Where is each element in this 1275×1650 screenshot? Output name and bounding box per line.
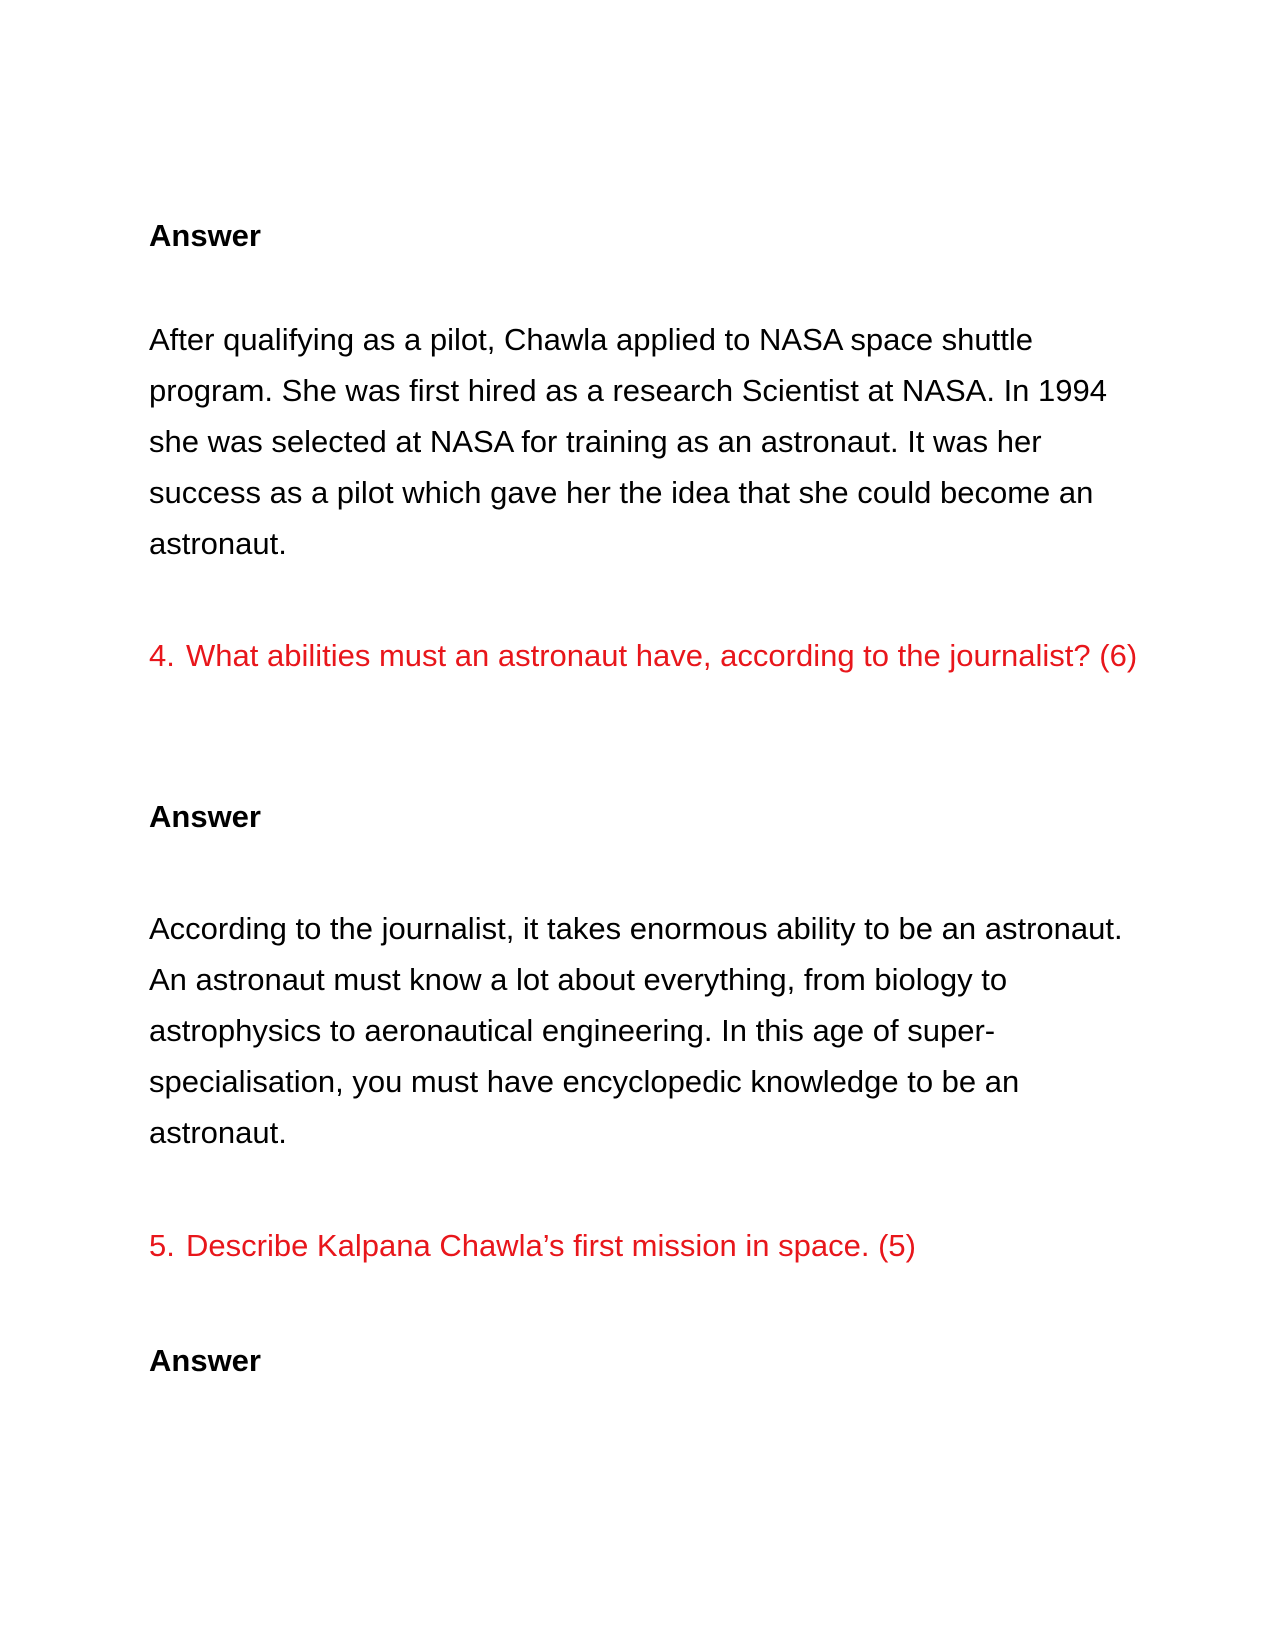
answer-heading: Answer	[149, 1343, 261, 1378]
question-number: 4.	[149, 638, 175, 673]
answer-heading: Answer	[149, 799, 261, 834]
answer-heading: Answer	[149, 218, 261, 253]
question-number: 5.	[149, 1228, 175, 1263]
question-text: What abilities must an astronaut have, according to the journalist? (6)	[186, 638, 1138, 673]
question-4	[149, 633, 1139, 679]
question-text: Describe Kalpana Chawla’s first mission in space. (5)	[186, 1228, 916, 1263]
answer-paragraph: After qualifying as a pilot, Chawla applied to NASA space shuttle program. She was first hired as a research Scientist at NASA. In 1994 she was selected at NASA for training as an astronaut. It was her success as a pilot which gave her the idea that she could become an astronaut.	[149, 322, 1108, 561]
question-5	[149, 1223, 1139, 1269]
answer-paragraph: According to the journalist, it takes enormous ability to be an astronaut. An astronaut must know a lot about everything, from biology to astrophysics to aeronautical engineering. In this age of super-specialisation, you must have encyclopedic knowledge to be an astronaut.	[149, 911, 1123, 1150]
